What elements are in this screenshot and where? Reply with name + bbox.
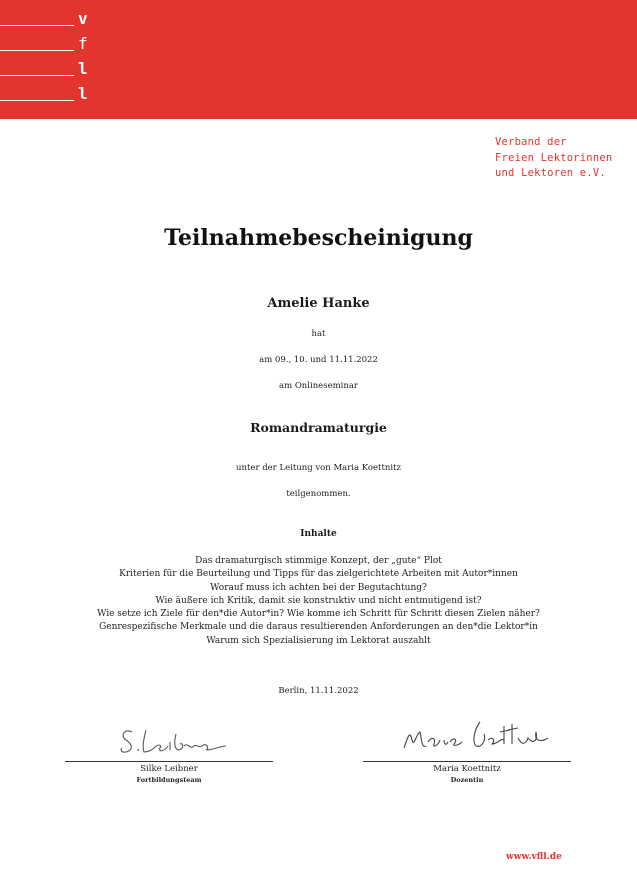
course-title: Romandramaturgie: [250, 420, 387, 435]
course-format: am Onlineseminar: [279, 381, 358, 391]
logo-letter: l: [78, 59, 88, 78]
contents-heading: Inhalte: [300, 529, 337, 539]
contents-list: [0, 555, 637, 648]
logo-letter: l: [78, 84, 88, 103]
list-item: Kriterien für die Beurteilung und Tipps für das zielgerichtete Arbeiten mit Autor*innen: [119, 569, 518, 580]
participant-name: Amelie Hanke: [267, 296, 370, 311]
list-item: Wie äußere ich Kritik, damit sie konstruktiv und nicht entmutigend ist?: [155, 595, 482, 606]
signatory-role: Fortbildungsteam: [136, 776, 202, 784]
logo-row-3: [0, 58, 100, 78]
list-item: Das dramaturgisch stimmige Konzept, der „gute“ Plot: [195, 556, 442, 566]
header-banner: [0, 0, 637, 119]
signature-line: [65, 761, 273, 762]
logo-letter: v: [78, 9, 88, 28]
logo-letter: f: [78, 34, 88, 53]
place-date: Berlin, 11.11.2022: [278, 686, 359, 696]
list-item: Warum sich Spezialisierung im Lektorat auszahlt: [206, 635, 431, 646]
logo-row-1: [0, 8, 100, 28]
course-lead: unter der Leitung von Maria Koettnitz: [236, 463, 401, 473]
list-item: Wie setze ich Ziele für den*die Autor*in? Wie komme ich Schritt für Schritt diesen Zielen näher?: [97, 609, 540, 620]
website-link[interactable]: www.vfll.de: [506, 852, 562, 862]
signatory-name: Maria Koettnitz: [433, 764, 501, 774]
handwritten-signature-icon: [400, 716, 550, 756]
logo-row-2: [0, 33, 100, 53]
signatory-role: Dozentin: [450, 776, 484, 784]
list-item: Worauf muss ich achten bei der Begutachtung?: [210, 582, 427, 593]
signatory-name: Silke Leibner: [140, 764, 198, 774]
handwritten-signature-icon: [118, 724, 228, 758]
logo-row-4: [0, 83, 100, 103]
certificate-title: Teilnahmebescheinigung: [164, 225, 473, 251]
course-dates: am 09., 10. und 11.11.2022: [259, 355, 378, 365]
completed-text: teilgenommen.: [286, 489, 351, 499]
text-hat: hat: [311, 329, 326, 339]
signature-line: [363, 761, 571, 762]
organization-name: Verband der Freien Lektorinnen und Lektoren e.V.: [495, 136, 613, 179]
list-item: Genrespezifische Merkmale und die daraus resultierenden Anforderungen an den*die Lektor*in: [99, 622, 538, 633]
